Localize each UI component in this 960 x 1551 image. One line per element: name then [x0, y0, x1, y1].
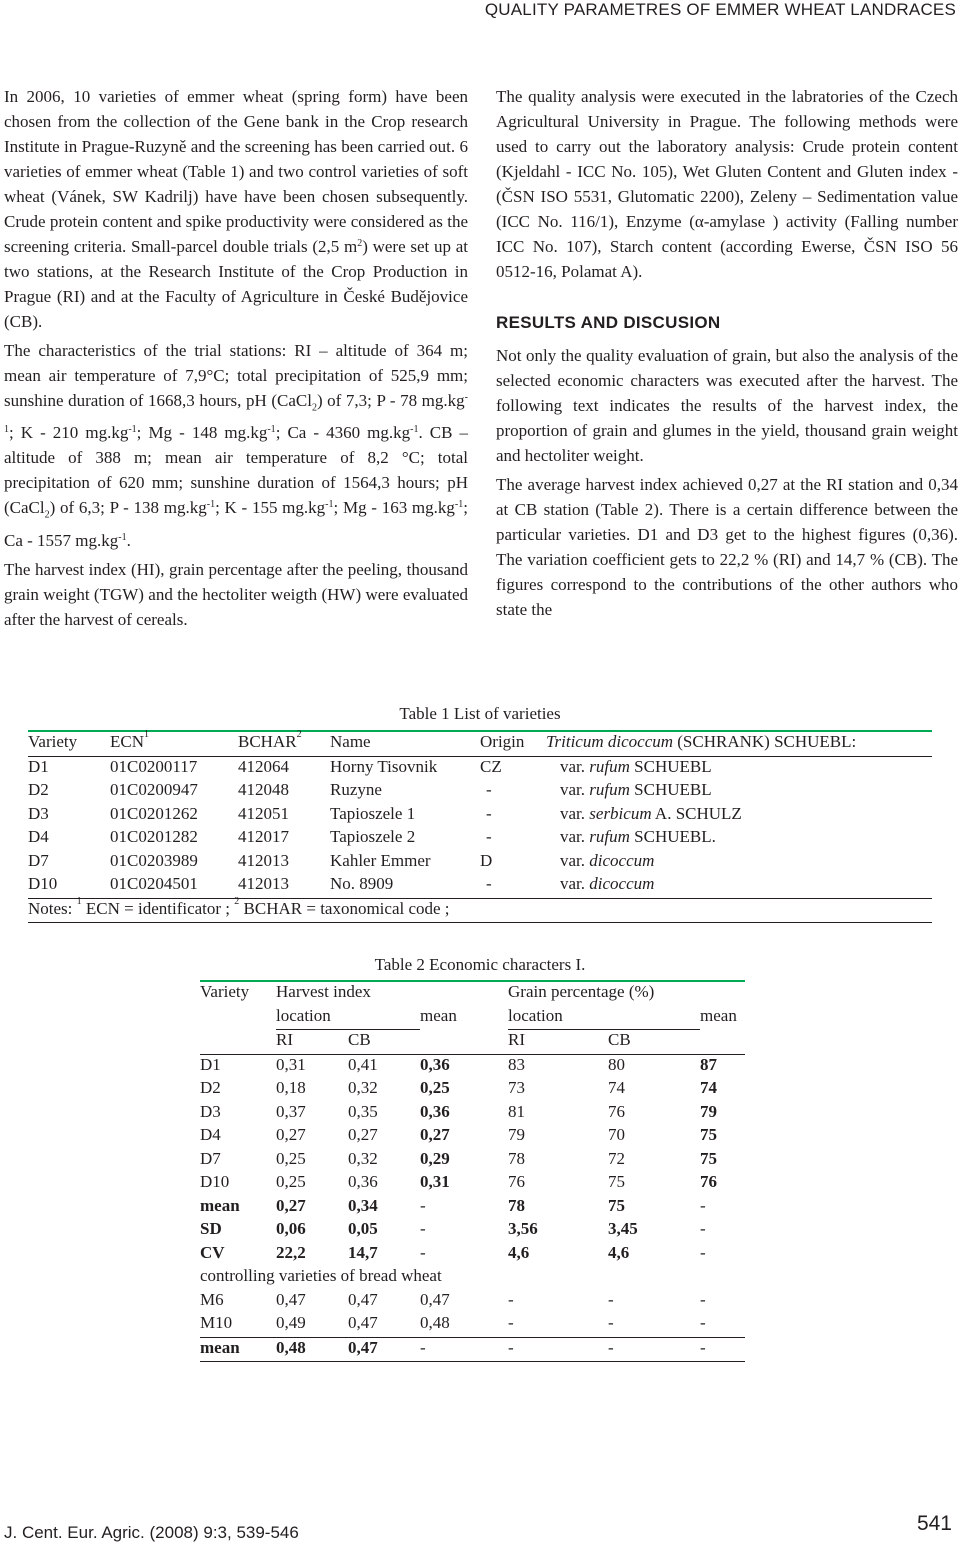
table2-cell-hi-mean: 0,29 — [420, 1148, 450, 1168]
table2-cell-gp-ri: 81 — [508, 1101, 525, 1121]
table2-cell-gp-cb: 75 — [608, 1172, 625, 1191]
table2-cell-gp-cb: - — [608, 1337, 700, 1362]
table2-cell-gp-cb: 72 — [608, 1148, 625, 1168]
table2-cell-hi-mean: - — [420, 1219, 426, 1238]
table1-row — [28, 874, 932, 898]
table2-stat-row — [200, 1196, 745, 1220]
table1-cell-bchar: 412017 — [238, 827, 289, 846]
table2-cell-v: D10 — [200, 1172, 230, 1191]
table2-row — [200, 1078, 745, 1102]
table1-cell-origin: - — [486, 874, 492, 893]
table2-header-gp-ri: RI — [508, 1030, 608, 1055]
table2-cell-hi-mean: 0,27 — [420, 1125, 450, 1144]
table2-control-rows — [200, 1290, 745, 1338]
table2-header-hi-cb: CB — [348, 1030, 420, 1055]
table1-cell-name: Ruzyne — [330, 780, 382, 799]
paragraph-trial-setup: In 2006, 10 varieties of emmer wheat (spring form) have been chosen from the collection of the Gene bank in the Crop research Institute in Prague-Ruzyně and the screening has been carried out. 6 varieties of emmer wheat (Table 1) and two control varieties of soft wheat (Vánek, SW Kadrilj) have have been chosen subsequently. Crude protein content and spike productivity were considered as the screening criteria. Small-parcel double trials (2,5 $m^2$) were set up at two stations, at the Research Institute of the Crop Production in Prague (RI) and at the Faculty of Agriculture in České Budějovice (CB). — [4, 87, 469, 331]
table2-header-row-2 — [200, 1006, 745, 1030]
paragraph-station-characteristics: The characteristics of the trial stations: RI – altitude of 364 m; mean air temperature of 7,9°C; total precipitation of 525,9 mm; sunshine duration of 1668,3 hours, pH (CaCl$_2$) of 7,3; P - 78 $mg.kg^{-1}$; K - 210 $mg.kg^{-1}$; Mg - 148 $mg.kg^{-1}$; Ca - 4360 $mg.kg^{-1}$. CB – altitude of 388 m; mean air temperature of 8,2 °C; total precipitation of 620 mm; sunshine duration of 1564,3 hours; pH (CaCl$_2$) of 6,3; P - 138 $mg.kg^{-1}$; K - 155 $mg.kg^{-1}$; Mg - 163 $mg.kg^{-1}$; Ca - 1557 $mg.kg^{-1}$. — [4, 341, 468, 550]
table2-header-hi-mean: mean — [420, 1005, 457, 1025]
table2-cell-hi-cb: 0,34 — [348, 1195, 378, 1215]
table2-cell-gp-ri: 78 — [508, 1195, 525, 1215]
table2-economic-characters — [200, 980, 745, 1362]
table1-cell-variety: D7 — [28, 850, 49, 870]
table2-cell-gp-ri: 4,6 — [508, 1242, 530, 1262]
table1-header-name: Name — [330, 731, 480, 756]
table2-control-row — [200, 1313, 745, 1337]
table2-header-gp-location: location — [508, 1006, 700, 1030]
table2-cell-gp-mean: - — [700, 1242, 706, 1262]
section-heading-results: RESULTS AND DISCUSION — [496, 313, 721, 332]
table1-body — [28, 756, 932, 898]
table2-row — [200, 1125, 745, 1149]
table1-cell-botanical-variety: var. dicoccum — [560, 874, 655, 893]
table2-cell-hi-mean: 0,36 — [420, 1101, 450, 1121]
table2-cell-v: M10 — [200, 1313, 233, 1332]
table2-header-variety: Variety — [200, 981, 276, 1006]
table2-cell-gp-ri: 73 — [508, 1078, 525, 1097]
table2-row — [200, 1172, 745, 1196]
table1-cell-variety: D2 — [28, 780, 49, 799]
table2-cell-v: D4 — [200, 1125, 221, 1144]
table1-cell-ecn: 01C0204501 — [110, 874, 198, 893]
table1-cell-ecn: 01C0201262 — [110, 803, 198, 823]
table1-cell-variety: D3 — [28, 803, 49, 823]
table1-cell-name: No. 8909 — [330, 874, 394, 893]
table2-header-hi-ri: RI — [276, 1030, 348, 1055]
table2-cell-hi-cb: 0,32 — [348, 1148, 378, 1168]
table2-cell-gp-ri: 79 — [508, 1125, 525, 1144]
table2-cell-gp-cb: 75 — [608, 1195, 625, 1215]
table1-cell-name: Kahler Emmer — [330, 850, 431, 870]
table2-cell-gp-mean: 75 — [700, 1125, 717, 1144]
table1-row — [28, 756, 932, 780]
table2-cell-gp-mean: 75 — [700, 1148, 717, 1168]
table2-cell-gp-ri: 76 — [508, 1172, 525, 1191]
table1-cell-ecn: 01C0200947 — [110, 780, 198, 799]
table1-cell-origin: - — [486, 827, 492, 846]
table2-cell-hi-ri: 0,27 — [276, 1195, 306, 1215]
table2-cell-gp-mean: 79 — [700, 1101, 717, 1121]
table1-header-taxon: Triticum dicoccum (SCHRANK) SCHUEBL: — [546, 731, 932, 756]
table2-cell-v: D3 — [200, 1101, 221, 1121]
table2-cell-gp-cb: 76 — [608, 1101, 625, 1121]
table2-closing-mean-row — [200, 1337, 745, 1362]
table1-cell-variety: D4 — [28, 827, 49, 846]
table2-cell-hi-mean: - — [420, 1242, 426, 1262]
table2-cell-v: D2 — [200, 1078, 221, 1097]
table1-cell-botanical-variety: var. rufum SCHUEBL — [560, 780, 712, 799]
table1-cell-bchar: 412048 — [238, 780, 289, 799]
table1-row — [28, 780, 932, 804]
table2-row — [200, 1149, 745, 1173]
right-column — [496, 84, 958, 626]
paragraph-evaluated-traits: The harvest index (HI), grain percentage after the peeling, thousand grain weight (TGW) and the hectoliter weigth (HW) were evaluated after the harvest of cereals. — [4, 559, 468, 629]
table2-cell-hi-ri: 0,06 — [276, 1219, 306, 1238]
table2-cell-hi-cb: 0,32 — [348, 1078, 378, 1097]
table2-cell-gp-cb: 70 — [608, 1125, 625, 1144]
table2-cell-hi-ri: 0,27 — [276, 1125, 306, 1144]
table2-header-row-3 — [200, 1030, 745, 1055]
table2-cell-gp-mean: - — [700, 1195, 706, 1215]
table2-header-grain-percentage: Grain percentage (%) — [508, 981, 745, 1006]
table2-row — [200, 1102, 745, 1126]
table1-cell-ecn: 01C0200117 — [110, 756, 198, 776]
table1-row — [28, 804, 932, 828]
table1-header-ecn: ECN$^1$ — [110, 731, 238, 756]
table1-header-origin: Origin — [480, 731, 546, 756]
table2-cell-v: mean — [200, 1195, 240, 1215]
table2-cell-gp-mean: 87 — [700, 1054, 717, 1074]
table2-variety-rows — [200, 1054, 745, 1196]
table2-cell-hi-cb: 0,41 — [348, 1054, 378, 1074]
table2-header-hi-location: location — [276, 1006, 420, 1030]
paragraph-results-intro: Not only the quality evaluation of grain, but also the analysis of the selected economic characters was executed after the harvest. The following text indicates the results of the harvest index, the proportion of grain and glumes in the yield, thousand grain weight and hectoliter weight. — [496, 346, 958, 465]
table1-cell-bchar: 412013 — [238, 850, 289, 870]
table2-cell-v: SD — [200, 1219, 222, 1238]
table2-header-row-1 — [200, 981, 745, 1006]
table1-list-of-varieties — [28, 730, 932, 923]
table2-cell-gp-mean: 74 — [700, 1078, 717, 1097]
table2-cell-hi-ri: 0,18 — [276, 1078, 306, 1097]
table1-caption: Table 1 List of varieties — [399, 704, 561, 723]
table1-cell-name: Horny Tisovnik — [330, 756, 438, 776]
table2-caption: Table 2 Economic characters I. — [374, 955, 586, 974]
table2-header-harvest-index: Harvest index — [276, 981, 508, 1006]
table1-row — [28, 851, 932, 875]
table2-cell-hi-mean: 0,25 — [420, 1078, 450, 1097]
table1-cell-botanical-variety: var. dicoccum — [560, 850, 655, 870]
table2-cell-gp-ri: 3,56 — [508, 1219, 538, 1238]
table2-controls-label: controlling varieties of bread wheat — [200, 1266, 442, 1285]
table2-cell-hi-ri: 0,49 — [276, 1313, 306, 1332]
table2-row — [200, 1054, 745, 1078]
table2-cell-gp-mean: - — [700, 1337, 745, 1362]
table1-cell-botanical-variety: var. serbicum A. SCHULZ — [560, 803, 742, 823]
table2-cell-hi-cb: 0,47 — [348, 1313, 378, 1332]
table1-cell-name: Tapioszele 2 — [330, 827, 416, 846]
table2-cell-hi-mean: 0,47 — [420, 1289, 450, 1309]
table2-header-gp-cb: CB — [608, 1030, 700, 1055]
table2-cell-hi-mean: - — [420, 1337, 508, 1362]
table2-cell-hi-ri: 0,31 — [276, 1054, 306, 1074]
table2-cell-gp-ri: - — [508, 1337, 608, 1362]
table1-cell-name: Tapioszele 1 — [330, 803, 416, 823]
table2-cell-hi-ri: 0,25 — [276, 1172, 306, 1191]
table2-cell-gp-mean: - — [700, 1313, 706, 1332]
table2-cell-hi-mean: 0,31 — [420, 1172, 450, 1191]
table2-cell-v: D7 — [200, 1148, 221, 1168]
table1-cell-bchar: 412051 — [238, 803, 289, 823]
table2-cell-hi-ri: 0,47 — [276, 1289, 306, 1309]
footer-journal-citation: J. Cent. Eur. Agric. (2008) 9:3, 539-546 — [4, 1523, 299, 1542]
table2-cell-hi-mean: 0,36 — [420, 1054, 450, 1074]
table2-cell-hi-ri: 0,48 — [276, 1337, 348, 1362]
table2-cell-hi-ri: 0,37 — [276, 1101, 306, 1121]
table2-cell-hi-cb: 0,05 — [348, 1219, 378, 1238]
table1-cell-variety: D1 — [28, 756, 49, 776]
table2-cell-gp-mean: - — [700, 1219, 706, 1238]
table2-cell-hi-ri: 22,2 — [276, 1242, 306, 1262]
table2-cell-gp-ri: 78 — [508, 1148, 525, 1168]
table2-cell-v: M6 — [200, 1289, 224, 1309]
table1-cell-botanical-variety: var. rufum SCHUEBL — [560, 756, 712, 776]
table1-cell-bchar: 412013 — [238, 874, 289, 893]
table2-cell-gp-ri: - — [508, 1289, 514, 1309]
table1-cell-variety: D10 — [28, 874, 58, 893]
table2-cell-hi-cb: 0,35 — [348, 1101, 378, 1121]
table2-cell-hi-mean: 0,48 — [420, 1313, 450, 1332]
running-title: QUALITY PARAMETRES OF EMMER WHEAT LANDRACES — [484, 0, 956, 19]
table2-cell-gp-ri: - — [508, 1313, 514, 1332]
table2-cell-v: D1 — [200, 1054, 221, 1074]
table2-cell-gp-cb: 80 — [608, 1054, 625, 1074]
table1-cell-botanical-variety: var. rufum SCHUEBL. — [560, 827, 716, 846]
table2-stat-row — [200, 1219, 745, 1243]
table1-header-variety: Variety — [28, 731, 110, 756]
table2-cell-gp-cb: 74 — [608, 1078, 625, 1097]
table1-cell-ecn: 01C0203989 — [110, 850, 198, 870]
table2-cell-v: CV — [200, 1242, 225, 1262]
table2-control-row — [200, 1290, 745, 1314]
table2-cell-hi-cb: 0,47 — [348, 1289, 378, 1309]
table1-header-bchar: BCHAR$^2$ — [238, 731, 330, 756]
table1-cell-origin: - — [486, 780, 492, 799]
table2-cell-gp-cb: 4,6 — [608, 1242, 630, 1262]
paragraph-harvest-index: The average harvest index achieved 0,27 at the RI station and 0,34 at CB station (Table 2). There is a certain difference between the particular varieties. D1 and D3 get to the highest figures (0,36). The variation coefficient gets to 22,2 % (RI) and 14,7 % (CB). The figures correspond to the contributions of the other authors who state the — [496, 475, 958, 619]
table2-cell-hi-cb: 0,27 — [348, 1125, 378, 1144]
table1-cell-origin: - — [486, 803, 492, 823]
table2-cell-gp-mean: 76 — [700, 1172, 717, 1191]
table2-cell-hi-mean: - — [420, 1195, 426, 1215]
table1-notes: Notes: $^1$ ECN = identificator ; $^2$ BCHAR = taxonomical code ; — [28, 898, 932, 923]
table2-cell-hi-cb: 0,47 — [348, 1337, 420, 1362]
table2-stat-row — [200, 1243, 745, 1267]
table2-statistics-rows — [200, 1196, 745, 1267]
table1-cell-origin: D — [480, 850, 493, 870]
left-column — [4, 84, 468, 636]
table2-cell-gp-ri: 83 — [508, 1054, 525, 1074]
table2-cell-gp-cb: - — [608, 1289, 614, 1309]
table2-controls-label-row — [200, 1266, 745, 1290]
paragraph-lab-methods: The quality analysis were executed in the labratories of the Czech Agricultural University in Prague. The following methods were used to carry out the laboratory analysis: Crude protein content (Kjeldahl - ICC No. 105), Wet Gluten Content and Gluten index - (ČSN ISO 5531, Glutomatic 2200), Zeleny – Sedimentation value (ICC No. 116/1), Enzyme (α-amylase ) activity (Falling number ICC No. 107), Starch content (according Ewerse, ČSN ISO 56 0512-16, Polamat A). — [496, 87, 958, 281]
table1-cell-bchar: 412064 — [238, 756, 289, 776]
table2-cell-hi-cb: 14,7 — [348, 1242, 378, 1262]
table2-cell-hi-cb: 0,36 — [348, 1172, 378, 1191]
page-number: 541 — [916, 1512, 952, 1535]
table2-closing-row — [200, 1337, 745, 1362]
table2-cell-hi-ri: 0,25 — [276, 1148, 306, 1168]
table2-header-gp-mean: mean — [700, 1005, 737, 1025]
table1-notes-row — [28, 898, 932, 923]
table2-cell-gp-cb: 3,45 — [608, 1219, 638, 1238]
table1-header-row — [28, 731, 932, 756]
table2-cell-gp-cb: - — [608, 1313, 614, 1332]
table2-cell-v: mean — [200, 1337, 276, 1362]
table1-row — [28, 827, 932, 851]
table1-cell-ecn: 01C0201282 — [110, 827, 198, 846]
table2-cell-gp-mean: - — [700, 1289, 706, 1309]
table1-cell-origin: CZ — [480, 756, 502, 776]
